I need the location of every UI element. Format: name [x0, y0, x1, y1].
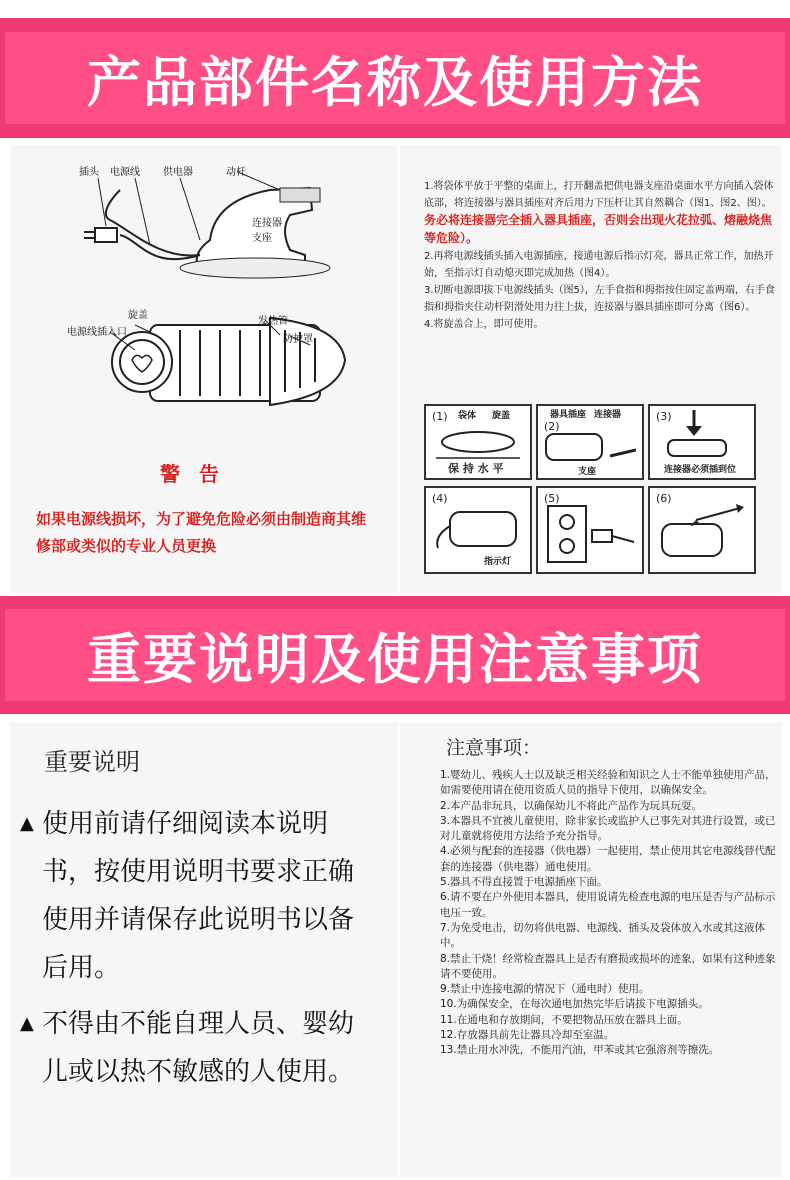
note-item: 12.存放器具前先让器具冷却至室温。 [440, 1029, 615, 1042]
important-title: 重要说明 [44, 748, 140, 776]
triangle-bullet-icon: ▲ [20, 813, 34, 834]
figure-1-body-label: 袋体 [458, 411, 477, 421]
figure-2-conn-label: 连接器 [594, 410, 622, 420]
figure-5 [536, 486, 644, 574]
important-item-1-text: 使用前请仔细阅读本说明书，按使用说明书要求正确使用并请保存此说明书以备后用。 [42, 809, 355, 983]
label-cap: 旋盖 [128, 310, 148, 321]
label-inlet: 电源线插入口 [67, 327, 127, 338]
note-item: 10.为确保安全，在每次通电加热完毕后请拔下电源插头。 [440, 998, 709, 1011]
figure-5-number: (5) [544, 492, 560, 505]
figure-2 [536, 404, 644, 480]
figure-2-base-label: 支座 [578, 467, 597, 477]
figure-6-hands-icon [656, 504, 748, 564]
note-item: 2.本产品非玩具，以确保幼儿不将此产品作为玩具玩耍。 [440, 799, 703, 812]
note-item: 9.禁止中连接电源的情况下（通电时）使用。 [440, 983, 650, 996]
label-conn-inner: 连接器 [252, 218, 282, 229]
figure-1 [424, 404, 532, 480]
top-banner [0, 18, 790, 138]
figure-1-level-label: 保 持 水 平 [448, 462, 504, 475]
figure-3-number: (3) [656, 410, 672, 423]
figure-1-bag-icon [436, 420, 520, 460]
figure-6 [648, 486, 756, 574]
banner-title-parts: 产品部件名称及使用方法 [5, 32, 785, 124]
note-item: 11.在通电和存放期间，不要把物品压放在器具上面。 [440, 1013, 688, 1026]
warning-text: 如果电源线损坏，为了避免危险必须由制造商其维修部或类似的专业人员更换 [36, 510, 367, 555]
warning-title: 警 告 [160, 462, 225, 486]
note-item: 4.必须与配套的连接器（供电器）一起使用，禁止使用其它电源线替代配套的连接器（供电器）通电使用。 [440, 845, 776, 873]
label-base: 支座 [252, 233, 272, 244]
note-item: 5.器具不得直接置于电源插座下面。 [440, 876, 608, 889]
banner-title-notes: 重要说明及使用注意事项 [5, 609, 785, 701]
label-cord: 电源线 [110, 167, 140, 178]
important-item-2-text: 不得由不能自理人员、婴幼儿或以热不敏感的人使用。 [42, 1009, 355, 1087]
important-item-1 [20, 800, 380, 992]
figure-4-bag-icon [434, 506, 522, 550]
figure-3-note: 连接器必须插到位 [664, 465, 737, 475]
middle-banner [0, 596, 790, 714]
notes-list [440, 768, 776, 1059]
figure-6-number: (6) [656, 492, 672, 505]
parts-diagram [40, 160, 380, 420]
note-item: 3.本器具不宜被儿童使用，除非家长或监护人已事先对其进行设置，或已对儿童就将使用方法给予充分指导。 [440, 814, 776, 843]
triangle-bullet-icon: ▲ [20, 1013, 34, 1034]
figure-3 [648, 404, 756, 480]
step-2: 2.再将电源线插头插入电源插座，接通电源后指示灯亮，器具正常工作，加热开始，至指示灯自动熄灭即完成加热（图4）。 [424, 251, 774, 279]
figure-2-bag-icon [544, 428, 636, 464]
note-item: 13.禁止用水冲洗，不能用汽油，甲苯或其它强溶剂等擦洗。 [440, 1044, 720, 1057]
step-4: 4.将旋盖合上，即可使用。 [424, 319, 544, 330]
note-item: 8.禁止干烧！经常检查器具上是否有磨损或损坏的迹象，如果有这种迹象请不要使用。 [440, 952, 776, 980]
figure-1-cap-label: 旋盖 [492, 411, 511, 421]
step-1: 1.将袋体平放于平整的桌面上，打开翻盖把供电器支座沿桌面水平方向插入袋体底部，将连接器与器具插座对齐后用力下压杆让其自然耦合（图1、图2、图）。 [424, 181, 774, 209]
figure-3-hand-icon [664, 410, 748, 460]
figure-2-number: (2) [544, 420, 560, 433]
label-lever: 动杆 [226, 167, 246, 178]
step-3: 3.切断电源即拔下电源线插头（图5），左手食指和拇指按住固定盖两端，右手食指和拇指夹住动杆阴滑处用力往上拔，连接器与器具插座即可分离（图6）。 [424, 285, 775, 313]
note-item: 1.婴幼儿、残疾人士以及缺乏相关经验和知识之人士不能单独使用产品，如需要使用请在使用资质人员的指导下使用，以确保安全。 [440, 769, 776, 797]
label-connector: 供电器 [163, 167, 193, 178]
label-heater: 发热管 [258, 316, 288, 327]
note-item: 6.请不要在户外使用本器具，使用说请先检查电源的电压是否与产品标示电压一致。 [440, 891, 776, 919]
usage-steps [424, 178, 776, 333]
figure-5-socket-icon [544, 502, 636, 566]
figure-4-light-label: 指示灯 [484, 557, 512, 567]
figure-1-number: (1) [432, 410, 448, 423]
notes-title: 注意事项： [446, 737, 542, 759]
note-item: 7.为免受电击，切勿将供电器、电源线、插头及袋体放入水或其这液体中。 [440, 921, 766, 950]
figure-4 [424, 486, 532, 574]
label-plug: 插头 [79, 167, 99, 178]
label-guard: 防护罩 [283, 334, 313, 345]
figure-4-number: (4) [432, 492, 448, 505]
figure-2-socket-label: 器具插座 [550, 410, 587, 420]
step-1-warning: 务必将连接器完全插入器具插座，否则会出现火花拉弧、熔融烧焦等危险）。 [424, 213, 773, 245]
important-item-2 [20, 1000, 380, 1096]
